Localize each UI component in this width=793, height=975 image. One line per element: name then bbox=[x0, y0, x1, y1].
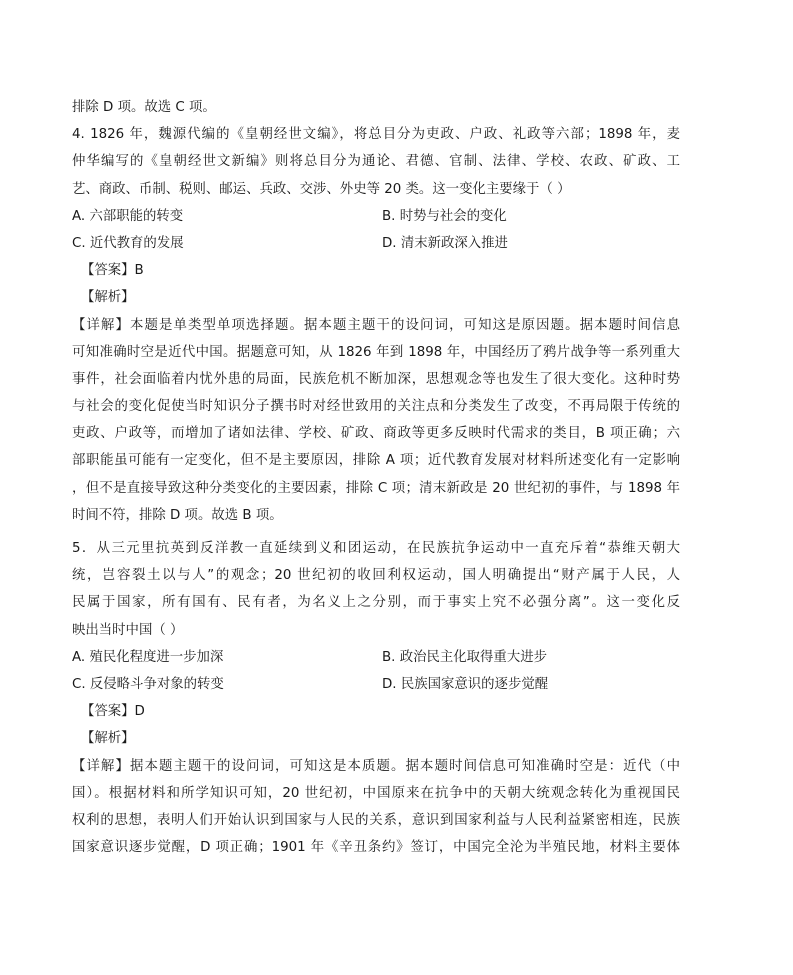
q4-option-d: D. 清末新政深入推进 bbox=[382, 235, 508, 251]
q4-detail-line-7: ，但不是直接导致这种分类变化的主要因素，排除 C 项；清末新政是 20 世纪初的事件，与 1898 年 bbox=[72, 480, 680, 496]
q4-detail-line-8: 时间不符，排除 D 项。故选 B 项。 bbox=[72, 507, 283, 523]
q5-stem-line-1: 5．从三元里抗英到反洋教一直延续到义和团运动，在民族抗争运动中一直充斥着“恭维天朝大 bbox=[72, 541, 680, 556]
q5-option-b: B. 政治民主化取得重大进步 bbox=[382, 649, 547, 665]
q4-analysis-label: 【解析】 bbox=[81, 290, 135, 306]
q5-option-c: C. 反侵略斗争对象的转变 bbox=[72, 676, 224, 692]
q4-option-a: A. 六部职能的转变 bbox=[72, 208, 184, 224]
q5-options-row-2 bbox=[72, 671, 680, 698]
q4-detail-line-3: 事件，社会面临着内忧外患的局面，民族危机不断加深，思想观念等也发生了很大变化。这种时势 bbox=[72, 371, 680, 387]
q5-detail-line-3: 权利的思想，表明人们开始认识到国家与人民的关系，意识到国家利益与人民利益紧密相连，民族 bbox=[72, 812, 680, 828]
q5-option-a: A. 殖民化程度进一步加深 bbox=[72, 649, 224, 665]
q4-stem-line-2: 仲华编写的《皇朝经世文新编》则将总目分为通论、君德、官制、法律、学校、农政、矿政、工 bbox=[72, 154, 680, 170]
q5-option-d: D. 民族国家意识的逐步觉醒 bbox=[382, 676, 549, 692]
q4-detail-line-4: 与社会的变化促使当时知识分子撰书时对经世致用的关注点和分类发生了改变，不再局限于传统的 bbox=[72, 399, 680, 415]
q5-detail-line-4: 国家意识逐步觉醒，D 项正确；1901 年《辛丑条约》签订，中国完全沦为半殖民地，材料主要体 bbox=[72, 840, 680, 856]
q4-option-b: B. 时势与社会的变化 bbox=[382, 208, 507, 224]
q5-detail-line-2: 国）。根据材料和所学知识可知，20 世纪初，中国原来在抗争中的天朝大统观念转化为重视国民 bbox=[72, 785, 680, 801]
q4-options-row-2 bbox=[72, 230, 680, 257]
q4-answer: 【答案】B bbox=[81, 263, 144, 279]
q5-options-row-1 bbox=[72, 644, 680, 671]
q5-stem-line-3: 民属于国家，所有国有、民有者，为名义上之分别，而于事实上究不必强分离”。这一变化反 bbox=[72, 595, 680, 611]
question-4 bbox=[72, 121, 680, 529]
q4-detail-line-6: 部职能虽可能有一定变化，但不是主要原因，排除 A 项；近代教育发展对材料所述变化有一定影响 bbox=[72, 453, 680, 469]
q4-stem-line-3: 艺、商政、币制、税则、邮运、兵政、交涉、外史等 20 类。这一变化主要缘于（ ） bbox=[72, 181, 571, 197]
q5-detail-line-1: 【详解】据本题主题干的设问词，可知这是本质题。据本题时间信息可知准确时空是：近代（中 bbox=[72, 758, 680, 774]
q5-analysis-label: 【解析】 bbox=[81, 731, 135, 747]
q4-detail-line-2: 可知准确时空是近代中国。据题意可知，从 1826 年到 1898 年，中国经历了鸦片战争等一系列重大 bbox=[72, 344, 680, 360]
q4-stem-line-1: 4. 1826 年，魏源代编的《皇朝经世文编》，将总目分为吏政、户政、礼政等六部；1898 年，麦 bbox=[72, 127, 680, 143]
q5-stem-line-4: 映出当时中国（ ） bbox=[72, 622, 184, 638]
question-5 bbox=[72, 535, 680, 861]
document-content bbox=[72, 94, 680, 861]
q4-detail-line-1: 【详解】本题是单类型单项选择题。据本题主题干的设问词，可知这是原因题。据本题时间信息 bbox=[72, 317, 680, 333]
q4-option-c: C. 近代教育的发展 bbox=[72, 235, 184, 251]
intro-line: 排除 D 项。故选 C 项。 bbox=[72, 100, 216, 115]
q4-options-row-1 bbox=[72, 203, 680, 230]
q4-detail-line-5: 吏政、户政等，而增加了诸如法律、学校、矿政、商政等更多反映时代需求的类目，B 项正确；六 bbox=[72, 426, 680, 442]
q5-stem-line-2: 统，岂容裂土以与人”的观念；20 世纪初的收回利权运动，国人明确提出“财产属于人民，人 bbox=[72, 568, 680, 584]
q5-answer: 【答案】D bbox=[81, 704, 145, 720]
